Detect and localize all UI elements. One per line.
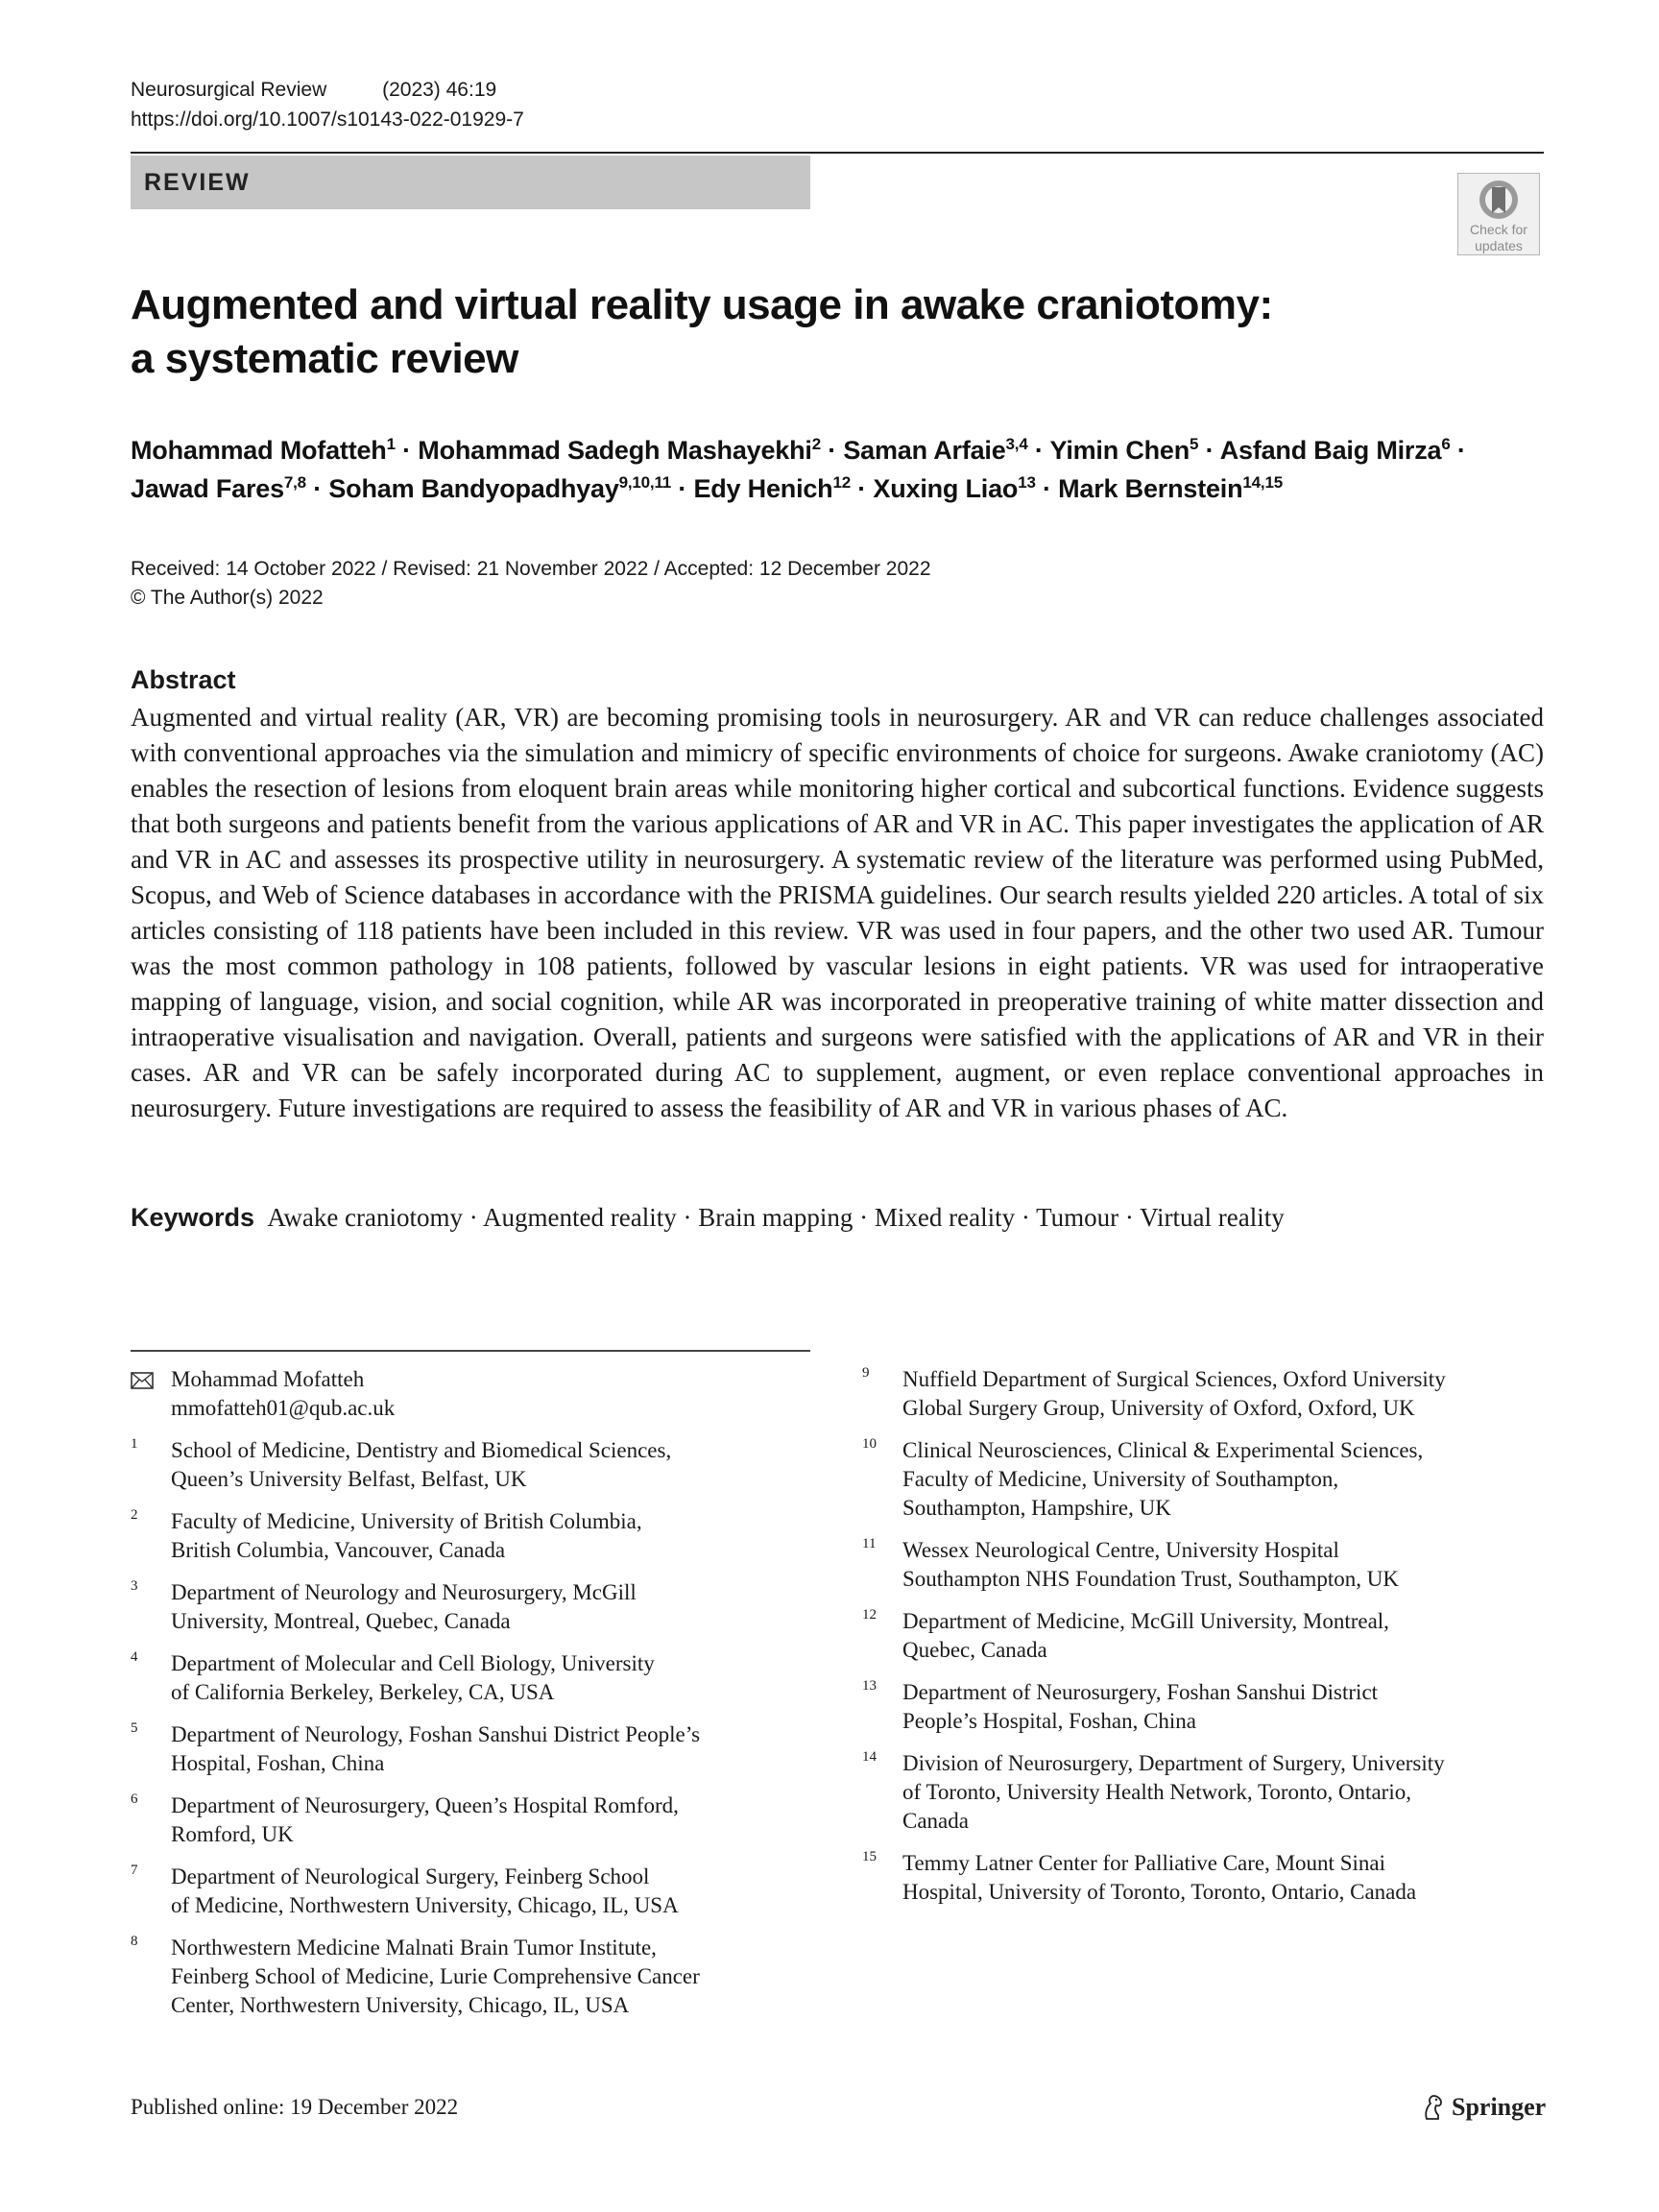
- affiliation: [862, 1607, 1553, 1665]
- affiliation: [862, 1436, 1553, 1523]
- affiliation-number: 2: [131, 1507, 138, 1523]
- affiliation-line: Quebec, Canada: [902, 1638, 1047, 1662]
- affiliation-line: Southampton NHS Foundation Trust, Southampton, UK: [902, 1567, 1399, 1591]
- affiliation-line: Southampton, Hampshire, UK: [902, 1496, 1171, 1520]
- affiliation-line: Department of Molecular and Cell Biology, University: [171, 1651, 655, 1675]
- keywords: [131, 1200, 1285, 1235]
- affiliation-line: School of Medicine, Dentistry and Biomedical Sciences,: [171, 1438, 672, 1462]
- affiliation-number: 11: [862, 1536, 877, 1551]
- author[interactable]: [1058, 474, 1283, 503]
- affiliation: [131, 1436, 822, 1494]
- publisher-logo: [1421, 2091, 1546, 2124]
- author[interactable]: [131, 436, 396, 465]
- author-name: Mohammad Mofatteh: [131, 436, 387, 465]
- affiliations-right: [862, 1365, 1553, 1920]
- header-rule: [131, 152, 1544, 154]
- journal-header: [131, 75, 524, 134]
- affiliation-number: 4: [131, 1649, 138, 1665]
- footnote-rule: [131, 1350, 810, 1352]
- affiliation-number: 7: [131, 1863, 138, 1878]
- author-affiliation-ref: 2: [811, 435, 821, 453]
- affiliation: [862, 1536, 1553, 1594]
- author-list: Mohammad Mofatteh$^1$ · Mohammad Sadegh Mashayekhi$^2$ · Saman Arfaie$^{3,4}$ · Yimin Chen$^5$ · Asfand Baig Mirza$^6$ · Jawad Fares$^{7,8}$ · Soham Bandyopadhyay$^{9,10,11}$ · Edy Henich$^{12}$ · Xuxing Liao$^{13}$ · Mark Bernstein$^{14,15}$: [131, 435, 1466, 503]
- article-dates: [131, 555, 931, 613]
- affiliation-line: Feinberg School of Medicine, Lurie Comprehensive Cancer: [171, 1964, 700, 1988]
- author-affiliation-ref: 12: [832, 473, 851, 492]
- bookmark-icon: [1478, 179, 1520, 221]
- check-updates-line2: updates: [1475, 238, 1523, 253]
- author-affiliation-ref: 13: [1018, 473, 1036, 492]
- affiliation: [862, 1749, 1553, 1836]
- journal-volume: (2023) 46:19: [382, 79, 497, 101]
- affiliation-number: 15: [862, 1849, 877, 1864]
- author[interactable]: [1050, 436, 1199, 465]
- affiliation: [131, 1720, 822, 1778]
- affiliations-left: [131, 1365, 822, 2033]
- author[interactable]: [328, 474, 671, 503]
- affiliation-line: of Medicine, Northwestern University, Chicago, IL, USA: [171, 1893, 679, 1917]
- springer-horse-icon: [1421, 2094, 1446, 2121]
- check-updates-line1: Check for: [1470, 222, 1527, 237]
- affiliation-line: British Columbia, Vancouver, Canada: [171, 1538, 506, 1562]
- affiliation-line: University, Montreal, Quebec, Canada: [171, 1609, 511, 1633]
- author-affiliation-ref: 3,4: [1005, 435, 1028, 453]
- affiliation-line: Division of Neurosurgery, Department of Surgery, University: [902, 1751, 1445, 1775]
- affiliation-line: People’s Hospital, Foshan, China: [902, 1709, 1197, 1733]
- author-name: Edy Henich: [693, 474, 833, 503]
- affiliation-line: Department of Neurology and Neurosurgery, McGill: [171, 1580, 637, 1604]
- affiliation-line: Queen’s University Belfast, Belfast, UK: [171, 1467, 527, 1491]
- affiliation-line: Nuffield Department of Surgical Sciences, Oxford University: [902, 1367, 1446, 1391]
- affiliation-number: 1: [131, 1436, 138, 1452]
- author-name: Saman Arfaie: [843, 436, 1006, 465]
- published-online: Published online: 19 December 2022: [131, 2095, 459, 2119]
- affiliation: [131, 1934, 822, 2020]
- affiliation-number: 8: [131, 1934, 138, 1949]
- affiliation-line: Hospital, Foshan, China: [171, 1751, 385, 1775]
- affiliation: [131, 1649, 822, 1707]
- affiliation-line: Department of Neurosurgery, Foshan Sanshui District: [902, 1680, 1379, 1704]
- affiliation-line: Department of Neurological Surgery, Feinberg School: [171, 1864, 650, 1888]
- affiliation-line: Global Surgery Group, University of Oxford, Oxford, UK: [902, 1396, 1415, 1420]
- author-affiliation-ref: 14,15: [1242, 473, 1283, 492]
- author-name: Mark Bernstein: [1058, 474, 1243, 503]
- author[interactable]: [418, 436, 821, 465]
- affiliation-line: Faculty of Medicine, University of Southampton,: [902, 1467, 1339, 1491]
- author-affiliation-ref: 9,10,11: [618, 473, 672, 492]
- affiliation-line: Canada: [902, 1809, 969, 1833]
- affiliation-line: Department of Medicine, McGill University, Montreal,: [902, 1609, 1389, 1633]
- affiliation: [862, 1365, 1553, 1423]
- title-line-2: a systematic review: [131, 335, 518, 382]
- affiliation-line: Temmy Latner Center for Palliative Care, Mount Sinai: [902, 1851, 1385, 1875]
- title-line-1: Augmented and virtual reality usage in awake craniotomy:: [131, 281, 1273, 328]
- author-name: Jawad Fares: [131, 474, 284, 503]
- affiliation: [131, 1578, 822, 1636]
- affiliation-line: Department of Neurosurgery, Queen’s Hospital Romford,: [171, 1793, 679, 1817]
- abstract-text: Augmented and virtual reality (AR, VR) are becoming promising tools in neurosurgery. AR and VR can reduce challenges associated with conventional approaches via the simulation and mimicry of specific environments of choice for surgeons. Awake craniotomy (AC) enables the resection of lesions from eloquent brain areas while monitoring higher cortical and subcortical functions. Evidence suggests that both surgeons and patients benefit from the various applications of AR and VR in AC. This paper investigates the application of AR and VR in AC and assesses its prospective utility in neurosurgery. A systematic review of the literature was performed using PubMed, Scopus, and Web of Science databases in accordance with the PRISMA guidelines. Our search results yielded 220 articles. A total of six articles consisting of 118 patients have been included in this review. VR was used in four papers, and the other two used AR. Tumour was the most common pathology in 108 patients, followed by vascular lesions in eight patients. VR was used for intraoperative mapping of language, vision, and social cognition, while AR was incorporated in preoperative training of white matter dissection and intraoperative visualisation and navigation. Overall, patients and surgeons were satisfied with the applications of AR and VR in their cases. AR and VR can be safely incorporated during AC to supplement, augment, or even replace conventional approaches in neurosurgery. Future investigations are required to assess the feasibility of AR and VR in various phases of AC.: [131, 703, 1544, 1122]
- author[interactable]: [843, 436, 1027, 465]
- corresponding-author-name: Mohammad Mofatteh: [171, 1367, 365, 1391]
- author-affiliation-ref: 5: [1190, 435, 1199, 453]
- author-name: Yimin Chen: [1049, 436, 1190, 465]
- correspondence: [131, 1365, 822, 1423]
- doi-link[interactable]: https://doi.org/10.1007/s10143-022-01929-7: [131, 108, 524, 131]
- author-affiliation-ref: 7,8: [283, 473, 306, 492]
- copyright: © The Author(s) 2022: [131, 587, 324, 609]
- author[interactable]: [131, 474, 306, 503]
- author[interactable]: [1220, 436, 1451, 465]
- affiliation-number: 13: [862, 1678, 877, 1694]
- author-name: Asfand Baig Mirza: [1219, 436, 1442, 465]
- publisher-name: Springer: [1452, 2093, 1547, 2121]
- keywords-text: Awake craniotomy · Augmented reality · Brain mapping · Mixed reality · Tumour · Virtual reality: [267, 1203, 1285, 1232]
- author-affiliation-ref: 1: [386, 435, 396, 453]
- check-for-updates-badge[interactable]: [1457, 173, 1540, 255]
- affiliation: [131, 1507, 822, 1565]
- affiliation: [131, 1791, 822, 1849]
- affiliation: [862, 1678, 1553, 1736]
- author[interactable]: [873, 474, 1035, 503]
- affiliation: [131, 1863, 822, 1920]
- affiliation-line: of California Berkeley, Berkeley, CA, USA: [171, 1680, 555, 1704]
- affiliation-number: 12: [862, 1607, 877, 1623]
- affiliation-line: Northwestern Medicine Malnati Brain Tumor Institute,: [171, 1936, 657, 1960]
- envelope-icon: [131, 1368, 154, 1397]
- author-affiliation-ref: 6: [1441, 435, 1451, 453]
- corresponding-author-email[interactable]: mmofatteh01@qub.ac.uk: [171, 1396, 396, 1420]
- affiliation-line: Department of Neurology, Foshan Sanshui District People’s: [171, 1722, 701, 1746]
- author-name: Xuxing Liao: [873, 474, 1019, 503]
- abstract-heading: Abstract: [131, 665, 236, 694]
- affiliation-line: Clinical Neurosciences, Clinical & Experimental Sciences,: [902, 1438, 1424, 1462]
- affiliation-number: 3: [131, 1578, 138, 1594]
- author[interactable]: [693, 474, 851, 503]
- affiliation-number: 6: [131, 1791, 138, 1807]
- affiliation-number: 9: [862, 1365, 870, 1381]
- affiliation-number: 10: [862, 1436, 877, 1452]
- date-history: Received: 14 October 2022 / Revised: 21 November 2022 / Accepted: 12 December 2022: [131, 558, 931, 580]
- affiliation-number: 14: [862, 1749, 877, 1765]
- affiliation-line: Romford, UK: [171, 1822, 294, 1846]
- affiliation-line: Faculty of Medicine, University of British Columbia,: [171, 1509, 642, 1533]
- affiliation: [862, 1849, 1553, 1907]
- author-name: Mohammad Sadegh Mashayekhi: [418, 436, 812, 465]
- keywords-label: Keywords: [131, 1203, 255, 1232]
- affiliation-line: Center, Northwestern University, Chicago, IL, USA: [171, 1993, 630, 2017]
- affiliation-number: 5: [131, 1720, 138, 1736]
- author-name: Soham Bandyopadhyay: [328, 474, 619, 503]
- article-type-bar: REVIEW: [131, 156, 810, 209]
- journal-name: Neurosurgical Review: [131, 79, 327, 101]
- article-title: [131, 278, 1475, 386]
- affiliation-line: Wessex Neurological Centre, University Hospital: [902, 1538, 1339, 1562]
- affiliation-line: Hospital, University of Toronto, Toronto, Ontario, Canada: [902, 1880, 1417, 1904]
- affiliation-line: of Toronto, University Health Network, Toronto, Ontario,: [902, 1780, 1411, 1804]
